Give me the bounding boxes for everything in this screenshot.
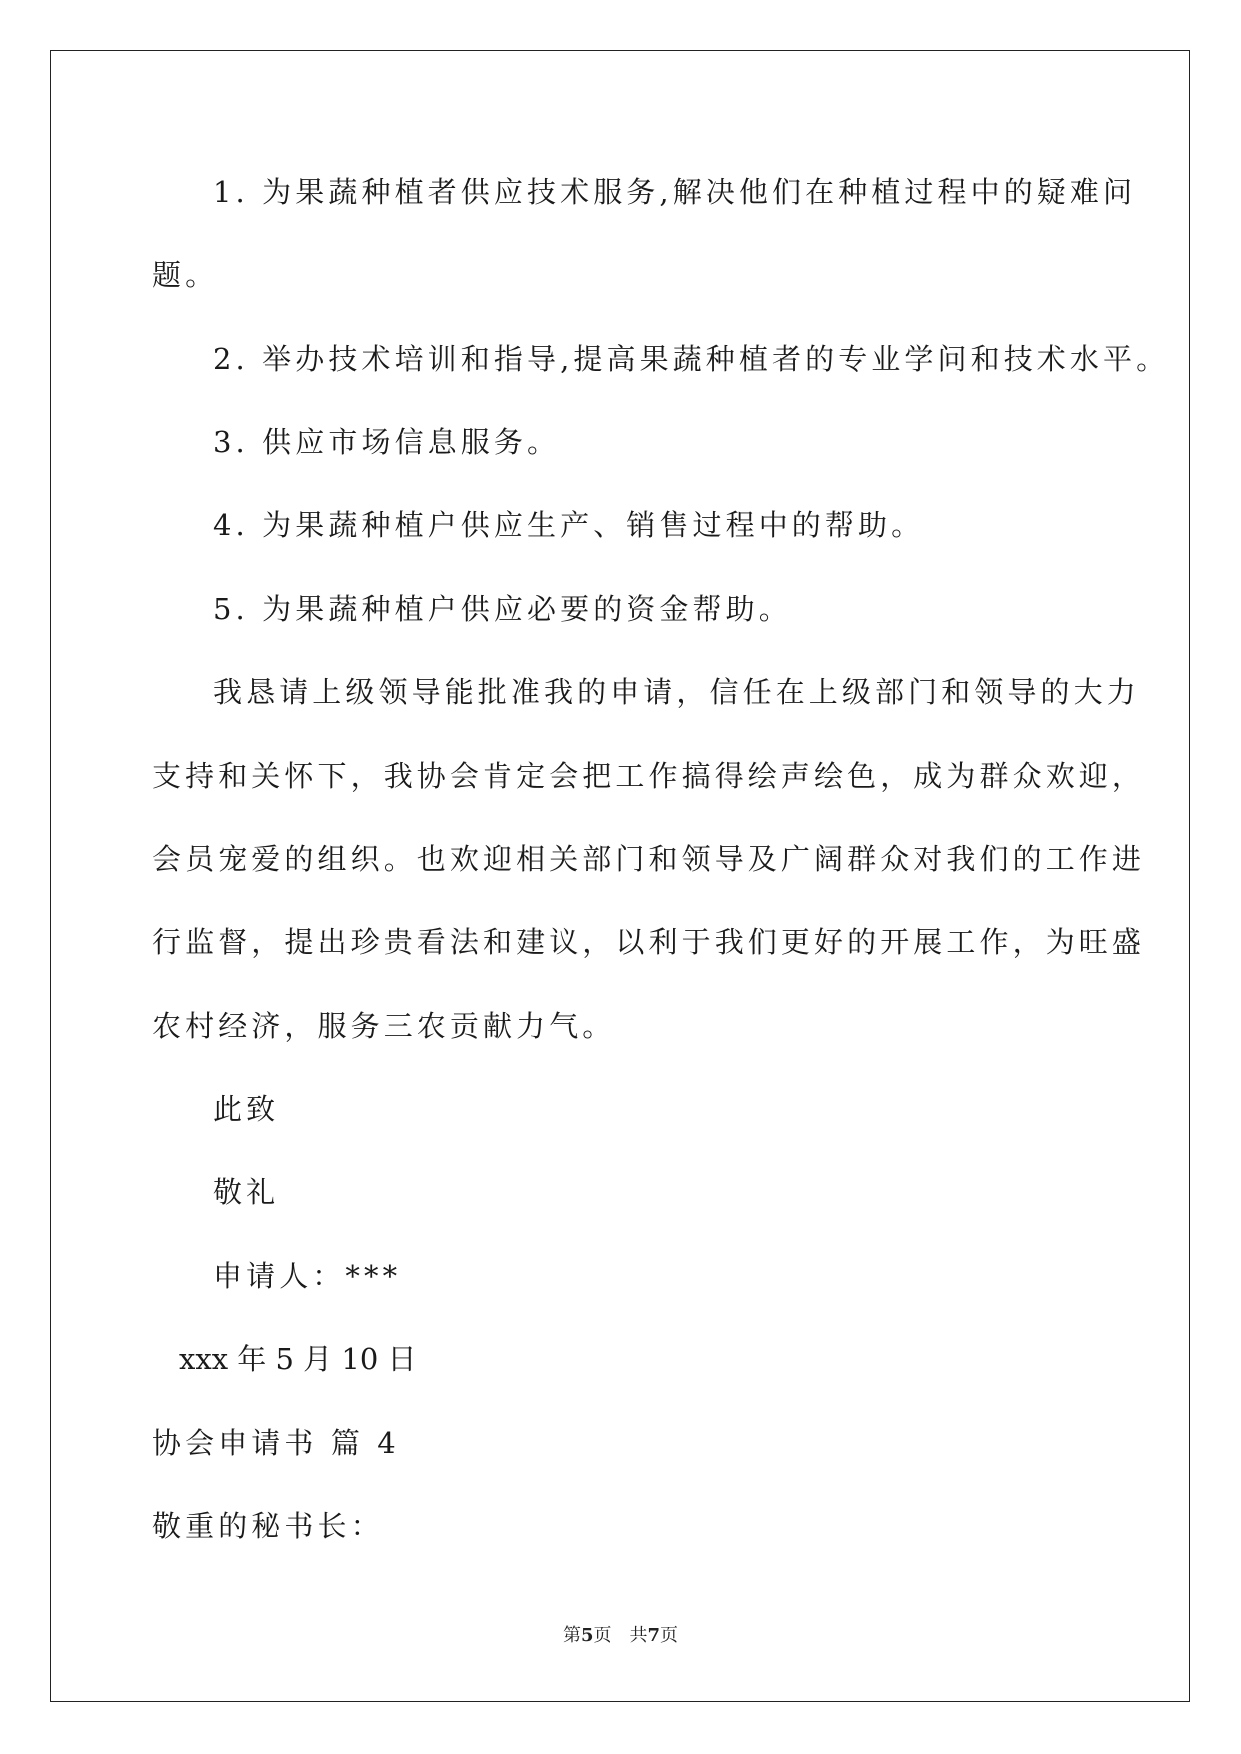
paragraph-line: 支持和关怀下，我协会肯定会把工作搞得绘声绘色，成为群众欢迎， [152,759,1146,793]
footer-suffix: 页 [660,1625,679,1646]
paragraph-line: 会员宠爱的组织。也欢迎相关部门和领导及广阔群众对我们的工作进 [152,842,1146,876]
applicant-signature: 申请人：*** [213,1259,402,1293]
letter-greeting: 敬重的秘书长： [152,1509,384,1543]
paragraph-line: 我恳请上级领导能批准我的申请，信任在上级部门和领导的大力 [213,675,1140,709]
list-item-3: 3. 供应市场信息服务。 [213,425,561,459]
footer-page-number: 5 [580,1625,594,1646]
list-item-4: 4. 为果蔬种植户供应生产、销售过程中的帮助。 [213,508,925,542]
footer-middle: 页 共 [593,1625,648,1646]
list-item-2: 2. 举办技术培训和指导,提高果蔬种植者的专业学问和技术水平。 [213,342,1170,376]
closing-salutation: 此致 [213,1092,280,1126]
paragraph-line: 农村经济，服务三农贡献力气。 [152,1009,616,1043]
closing-regards: 敬礼 [213,1175,280,1209]
page-footer [0,1624,1241,1648]
section-heading: 协会申请书 篇 4 [152,1426,400,1460]
date-line: xxx 年 5 月 10 日 [179,1342,417,1376]
list-item-5: 5. 为果蔬种植户供应必要的资金帮助。 [213,592,792,626]
list-item-1: 1. 为果蔬种植者供应技术服务,解决他们在种植过程中的疑难问 [213,175,1137,209]
paragraph-line: 行监督，提出珍贵看法和建议，以利于我们更好的开展工作，为旺盛 [152,925,1146,959]
footer-prefix: 第 [562,1625,581,1646]
list-item-1-continued: 题。 [152,258,219,292]
footer-total-pages: 7 [647,1625,661,1646]
